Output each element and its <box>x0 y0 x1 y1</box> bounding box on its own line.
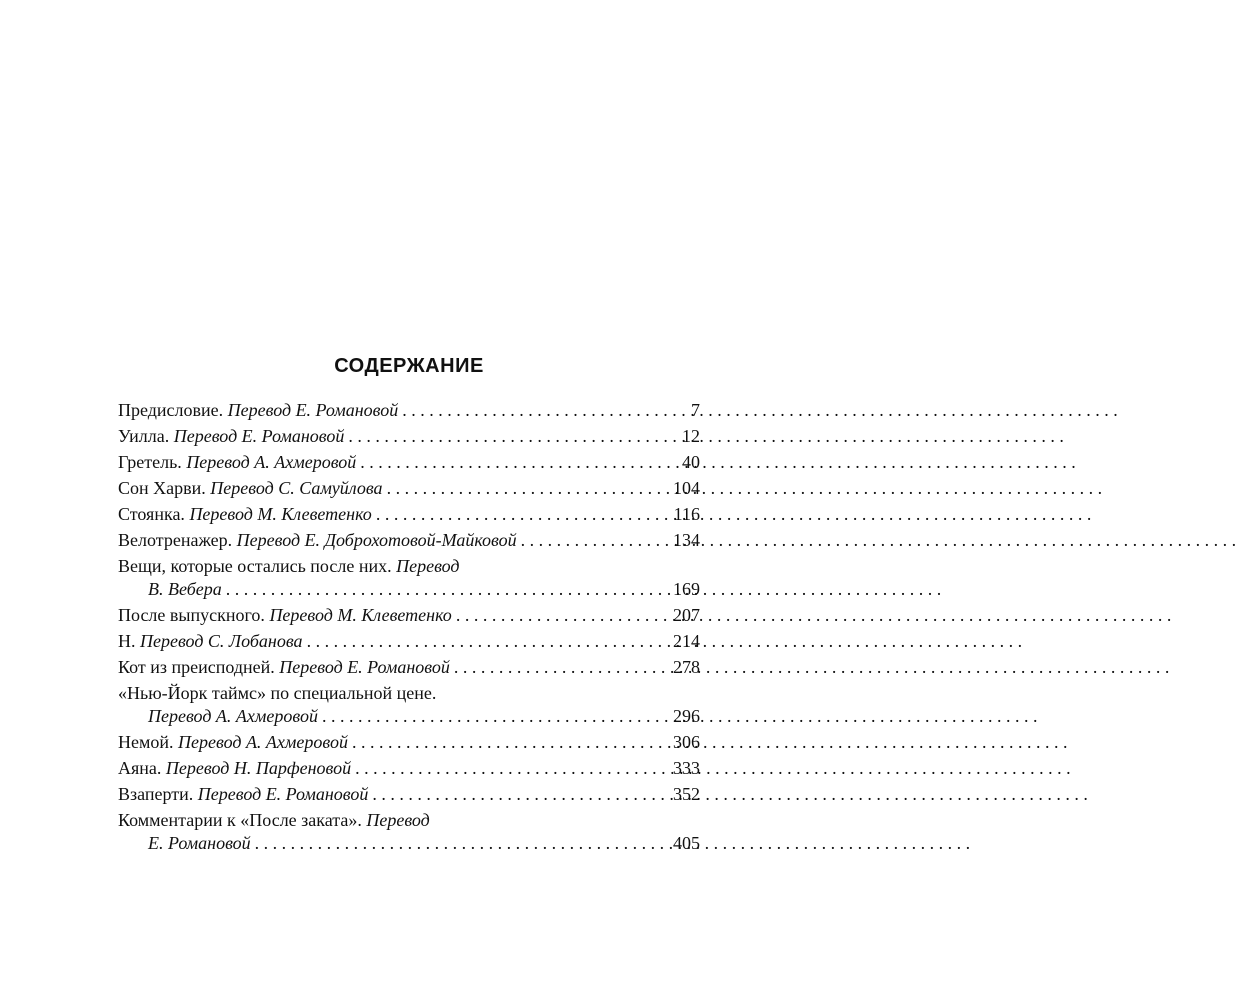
toc-entry-text <box>118 555 460 578</box>
toc-entry <box>118 555 700 601</box>
toc-entry-translator: Перевод А. Ахмеровой <box>178 732 348 752</box>
toc-leader-dots <box>348 425 678 448</box>
toc-entry-text <box>118 503 372 526</box>
toc-entry-line <box>118 477 700 500</box>
toc-leader-dots <box>454 656 669 679</box>
toc-list <box>118 399 700 855</box>
toc-entry-translator: Е. Романовой <box>148 833 251 853</box>
toc-page-number: 116 <box>673 504 700 524</box>
toc-entry-translator: Перевод Е. Доброхотовой-Майковой <box>236 530 517 550</box>
toc-leader-dots <box>387 477 669 500</box>
toc-page-number: 169 <box>673 579 700 599</box>
toc-entry-translator: Перевод С. Самуйлова <box>210 478 383 498</box>
toc-entry-title: Н. <box>118 631 136 651</box>
toc-entry-text <box>118 451 356 474</box>
toc-entry-title: Стоянка. <box>118 504 185 524</box>
toc-heading: СОДЕРЖАНИЕ <box>334 355 484 377</box>
toc-leader-dots <box>307 630 669 653</box>
toc-entry-text <box>118 809 430 832</box>
toc-entry-line <box>118 399 700 422</box>
toc-entry-line <box>118 630 700 653</box>
toc-entry-translator: Перевод Е. Романовой <box>279 657 450 677</box>
toc-entry-title: После выпускного. <box>118 605 265 625</box>
toc-entry-line <box>118 503 700 526</box>
toc-entry-text <box>118 630 303 653</box>
toc-entry-line <box>118 425 700 448</box>
toc-page-number: 306 <box>673 732 700 752</box>
toc-page-number: 40 <box>682 452 700 472</box>
toc-entry <box>118 425 700 448</box>
toc-page-number: 405 <box>673 833 700 853</box>
toc-entry-line <box>118 731 700 754</box>
toc-page-number: 207 <box>673 605 700 625</box>
toc-leader-dots <box>456 604 669 627</box>
toc-leader-dots <box>376 503 670 526</box>
toc-entry <box>118 731 700 754</box>
toc-page-number: 134 <box>673 530 700 550</box>
toc-entry <box>118 399 700 422</box>
toc-entry-line <box>118 757 700 780</box>
toc-page-number: 104 <box>673 478 700 498</box>
toc-leader-dots <box>226 578 669 601</box>
toc-entry-text <box>118 682 436 705</box>
toc-entry-continuation-line <box>118 832 700 855</box>
toc-entry-text <box>118 783 368 806</box>
toc-entry-translator: В. Вебера <box>148 579 222 599</box>
toc-leader-dots <box>372 783 669 806</box>
toc-entry-title: Сон Харви. <box>118 478 206 498</box>
toc-entry-translator: Перевод Е. Романовой <box>197 784 369 804</box>
toc-entry-translator: Перевод А. Ахмеровой <box>186 452 357 472</box>
toc-entry-title: Взаперти. <box>118 784 194 804</box>
toc-page-number: 7 <box>691 400 700 420</box>
toc-entry-text <box>118 477 383 500</box>
toc-entry <box>118 451 700 474</box>
toc-entry-title: Аяна. <box>118 758 162 778</box>
toc-entry-continuation-line <box>118 578 700 601</box>
toc-entry <box>118 529 700 552</box>
toc-entry <box>118 477 700 500</box>
toc-entry-title: Уилла. <box>118 426 170 446</box>
toc-page-number: 278 <box>673 657 700 677</box>
toc-entry-line <box>118 809 700 832</box>
toc-entry <box>118 809 700 855</box>
toc-entry-text <box>118 757 351 780</box>
toc-entry-text <box>118 604 452 627</box>
toc-entry-text <box>118 731 348 754</box>
toc-entry-translator: Перевод <box>366 810 430 830</box>
toc-entry-line <box>118 682 700 705</box>
toc-leader-dots <box>355 757 669 780</box>
toc-entry-line <box>118 783 700 806</box>
toc-entry <box>118 656 700 679</box>
toc-entry-title: Немой. <box>118 732 174 752</box>
toc-entry-line <box>118 604 700 627</box>
toc-entry-line <box>118 555 700 578</box>
toc-entry-translator: Перевод Н. Парфеновой <box>165 758 352 778</box>
toc-entry <box>118 604 700 627</box>
toc-entry-translator: Перевод М. Клеветенко <box>189 504 372 524</box>
toc-leader-dots <box>255 832 669 855</box>
toc-entry-title: Кот из преисподней. <box>118 657 275 677</box>
toc-entry-text <box>118 425 344 448</box>
toc-entry-translator: Перевод С. Лобанова <box>140 631 303 651</box>
toc-entry-title: Велотренажер. <box>118 530 233 550</box>
toc-entry-line <box>118 656 700 679</box>
toc-entry-text <box>118 529 517 552</box>
toc-entry-text <box>118 399 398 422</box>
toc-leader-dots <box>352 731 669 754</box>
toc-entry-title: Гретель. <box>118 452 182 472</box>
toc-leader-dots <box>521 529 669 552</box>
toc-entry-line <box>118 529 700 552</box>
toc-page-number: 214 <box>673 631 700 651</box>
toc-leader-dots <box>402 399 687 422</box>
toc-entry-translator: Перевод Е. Романовой <box>173 426 345 446</box>
toc-entry-text <box>118 656 450 679</box>
toc-entry-title: «Нью-Йорк таймс» по специальной цене. <box>118 683 437 703</box>
toc-entry <box>118 757 700 780</box>
toc-entry <box>118 682 700 728</box>
toc-page-number: 333 <box>673 758 700 778</box>
toc-entry-title: Предисловие. <box>118 400 224 420</box>
toc-page-number: 12 <box>682 426 700 446</box>
toc-entry-translator: Перевод Е. Романовой <box>227 400 399 420</box>
toc-entry-translator: Перевод М. Клеветенко <box>269 605 452 625</box>
toc-entry <box>118 503 700 526</box>
toc-page-number: 296 <box>673 706 700 726</box>
toc-page-number: 352 <box>673 784 700 804</box>
toc-entry-translator: Перевод А. Ахмеровой <box>148 706 318 726</box>
toc-leader-dots <box>360 451 678 474</box>
toc-entry <box>118 630 700 653</box>
toc-entry-line <box>118 451 700 474</box>
toc-entry-title: Вещи, которые остались после них. <box>118 556 392 576</box>
toc-entry-translator: Перевод <box>396 556 460 576</box>
toc-leader-dots <box>322 705 669 728</box>
toc-entry <box>118 783 700 806</box>
table-of-contents <box>118 352 700 858</box>
toc-entry-title: Комментарии к «После заката». <box>118 810 362 830</box>
toc-entry-continuation-line <box>118 705 700 728</box>
